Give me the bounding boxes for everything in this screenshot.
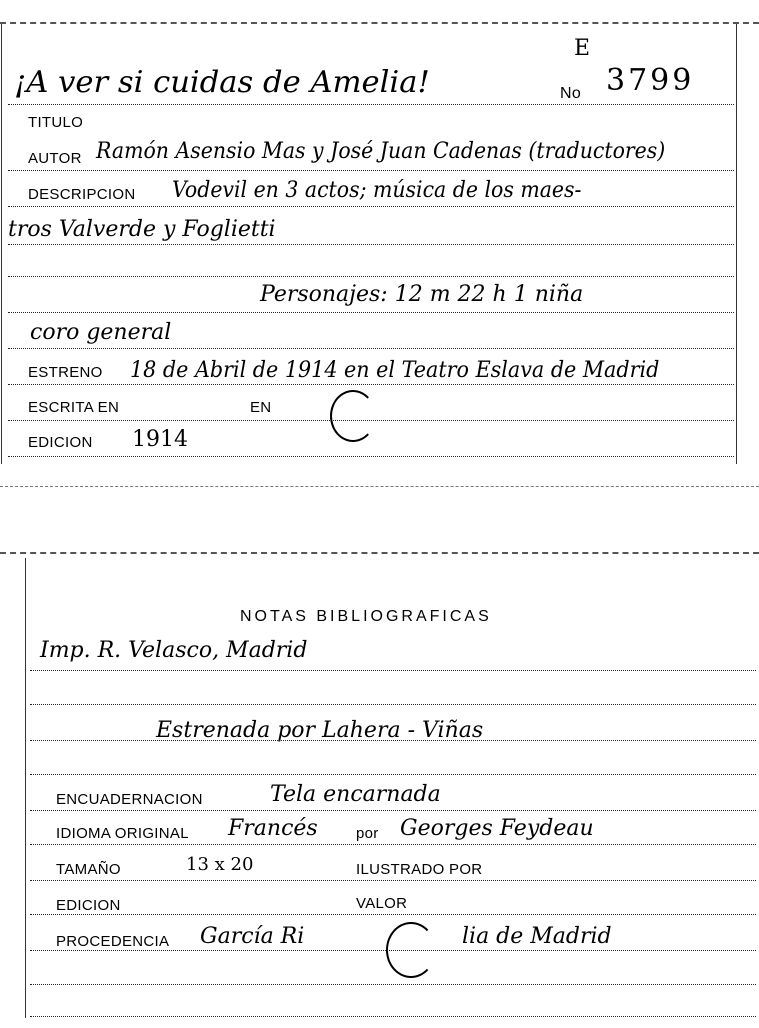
number-label: No [560, 85, 582, 102]
number-value: 3799 [606, 63, 695, 98]
encuadernacion-label: ENCUADERNACION [56, 791, 203, 808]
card2-left-edge [25, 558, 26, 1018]
autor-value: Ramón Asensio Mas y José Juan Cadenas (traductores) [96, 139, 666, 164]
procedencia-value-1: García Ri [200, 924, 305, 949]
edicion-value: 1914 [132, 427, 188, 452]
note-2: Estrenada por Lahera - Viñas [156, 718, 484, 743]
note-line-4 [30, 774, 756, 775]
edicion-label: EDICION [28, 434, 93, 451]
edicion-line [8, 456, 734, 457]
notas-heading: NOTAS BIBLIOGRAFICAS [240, 608, 492, 625]
coro-line [8, 348, 734, 349]
card-left-edge [1, 24, 2, 464]
en-label: EN [250, 399, 272, 416]
blank-line [8, 276, 734, 277]
descripcion-value-2: tros Valverde y Foglietti [8, 217, 276, 242]
catalog-card-front [0, 0, 759, 492]
encuadernacion-line [30, 810, 756, 811]
note-1: Imp. R. Velasco, Madrid [40, 638, 308, 663]
idioma-value: Francés [228, 816, 318, 841]
note-line-2 [30, 704, 756, 705]
card-bottom-edge [0, 486, 759, 487]
descripcion-line-1 [8, 206, 734, 207]
personajes-value: Personajes: 12 m 22 h 1 niña [260, 282, 584, 307]
corner-mark: E [574, 36, 591, 61]
estreno-label: ESTRENO [28, 364, 103, 381]
card-top-edge [0, 22, 759, 24]
title-line [8, 104, 734, 105]
ilustrado-label: ILUSTRADO POR [356, 861, 483, 878]
edicion2-line [30, 914, 756, 915]
descripcion-line-2 [8, 244, 734, 245]
extra-line-1 [30, 984, 756, 985]
procedencia-line [30, 950, 756, 951]
edicion2-label: EDICION [56, 897, 121, 914]
valor-label: VALOR [356, 895, 408, 912]
procedencia-label: PROCEDENCIA [56, 933, 170, 950]
procedencia-value-2: lia de Madrid [462, 924, 612, 949]
personajes-line [8, 312, 734, 313]
tamano-value: 13 x 20 [186, 854, 254, 875]
descripcion-value-1: Vodevil en 3 actos; música de los maes- [172, 178, 582, 203]
por-value: Georges Feydeau [400, 816, 594, 841]
encuadernacion-value: Tela encarnada [270, 782, 441, 807]
stamp-mark [330, 390, 376, 442]
autor-label: AUTOR [28, 150, 82, 167]
tamano-label: TAMAÑO [56, 861, 121, 878]
extra-line-2 [30, 1016, 756, 1017]
titulo-label: TITULO [28, 114, 84, 131]
title-value: ¡A ver si cuidas de Amelia! [14, 65, 430, 100]
escrita-label: ESCRITA EN [28, 399, 120, 416]
card-right-edge [736, 24, 737, 464]
note-line-1 [30, 670, 756, 671]
por-label: por [356, 825, 379, 842]
idioma-line [30, 844, 756, 845]
estreno-value: 18 de Abril de 1914 en el Teatro Eslava de Madrid [130, 358, 660, 383]
autor-line [8, 170, 734, 171]
tamano-line [30, 880, 756, 881]
descripcion-label: DESCRIPCION [28, 186, 136, 203]
coro-value: coro general [30, 320, 172, 345]
card2-top-edge [0, 552, 759, 554]
note-line-3 [30, 740, 756, 741]
catalog-card-back [0, 544, 759, 1028]
estreno-line [8, 384, 734, 385]
idioma-label: IDIOMA ORIGINAL [56, 825, 189, 842]
